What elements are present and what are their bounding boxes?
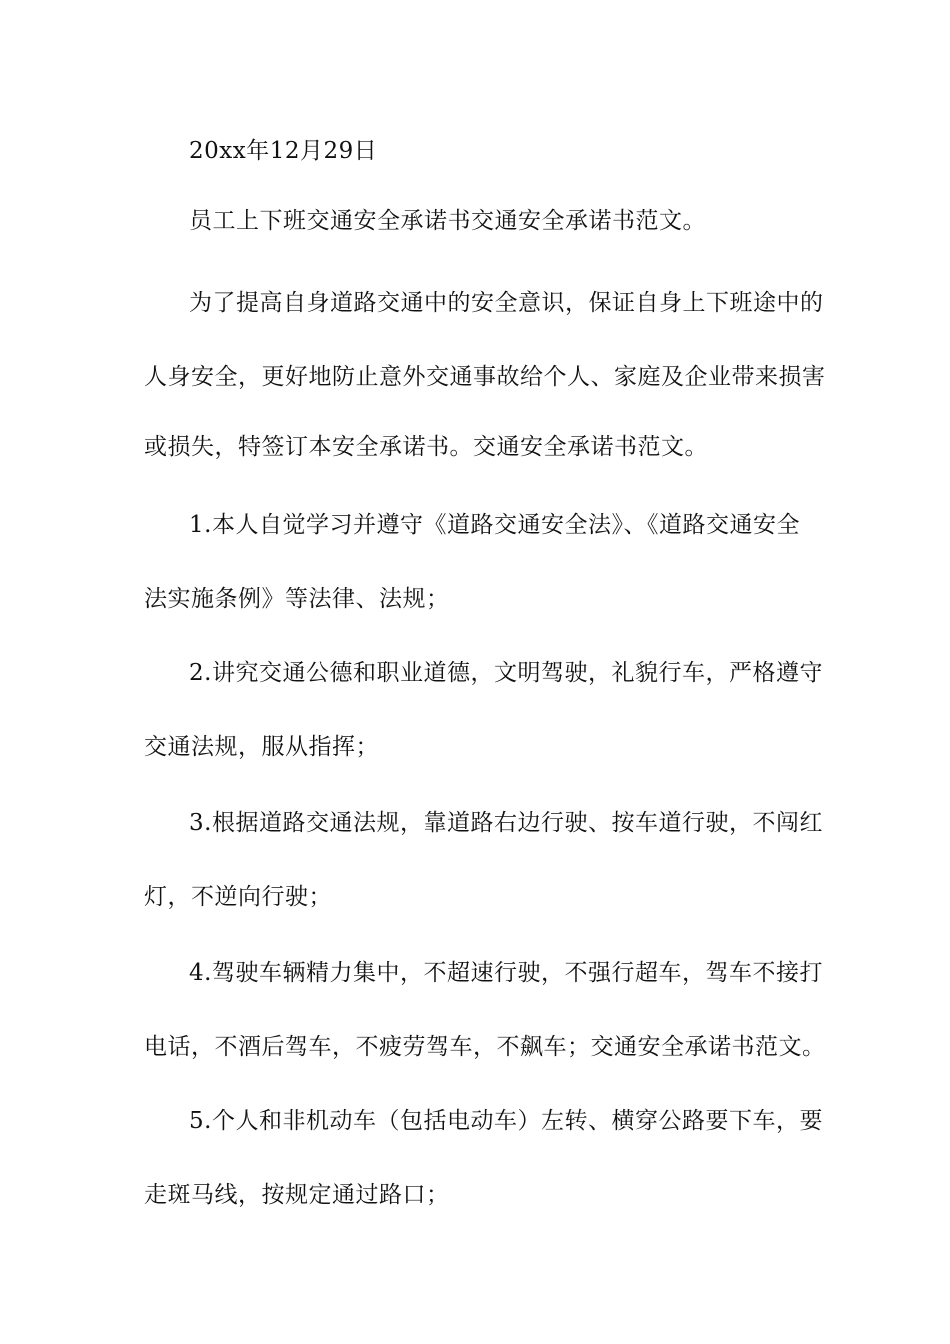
item-4-line-1: 4.驾驶车辆精力集中，不超速行驶，不强行超车，驾车不接打 <box>189 960 823 986</box>
item-1-line-1: 1.本人自觉学习并遵守《道路交通安全法》、《道路交通安全 <box>189 512 800 538</box>
date-line: 20xx年12月29日 <box>189 138 378 164</box>
item-3-line-1: 3.根据道路交通法规，靠道路右边行驶、按车道行驶，不闯红 <box>189 810 823 836</box>
item-3-line-2: 灯，不逆向行驶； <box>144 884 332 910</box>
paragraph-intro-line-1: 为了提高自身道路交通中的安全意识，保证自身上下班途中的 <box>189 290 824 316</box>
item-1-line-2: 法实施条例》等法律、法规； <box>144 586 450 612</box>
paragraph-intro-line-3: 或损失，特签订本安全承诺书。交通安全承诺书范文。 <box>144 434 708 460</box>
item-2-line-2: 交通法规，服从指挥； <box>144 734 379 760</box>
item-2-line-1: 2.讲究交通公德和职业道德，文明驾驶，礼貌行车，严格遵守 <box>189 660 823 686</box>
item-4-line-2: 电话，不酒后驾车，不疲劳驾车，不飙车；交通安全承诺书范文。 <box>144 1034 826 1060</box>
item-5-line-2: 走斑马线，按规定通过路口； <box>144 1182 450 1208</box>
document-title-line: 员工上下班交通安全承诺书交通安全承诺书范文。 <box>189 208 706 234</box>
item-5-line-1: 5.个人和非机动车（包括电动车）左转、横穿公路要下车，要 <box>189 1108 823 1134</box>
paragraph-intro-line-2: 人身安全，更好地防止意外交通事故给个人、家庭及企业带来损害 <box>144 364 826 390</box>
